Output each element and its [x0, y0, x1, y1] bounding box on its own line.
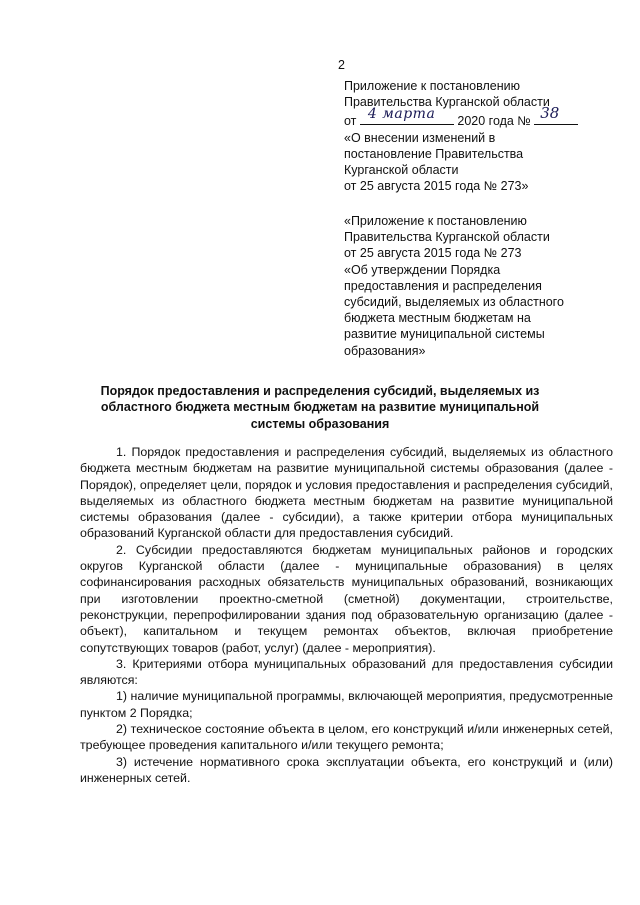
appendix-line: Правительства Курганской области [344, 230, 550, 245]
list-item: 1) наличие муниципальной программы, включающей мероприятия, предусмотренные пунктом 2 Порядка; [80, 689, 613, 720]
appendix-line: «Приложение к постановлению [344, 214, 527, 228]
paragraph: 2. Субсидии предоставляются бюджетам муниципальных районов и городских округов Курганской области (далее - муниципальные образования) в целях софинансирования расходных обязательств муниципальных образований, возникающих при изготовлении проектно-сметной (сметной) документации, строительстве, реконструкции, перепрофилировании здания под образовательную организацию (далее - объект), капитальном и текущем ремонтах объектов, включая приобретение сопутствующих товаров (работ, услуг) (далее - мероприятия). [80, 542, 613, 655]
appendix-line: бюджета местным бюджетам на [344, 311, 531, 326]
appendix-line: «Об утверждении Порядка [344, 262, 501, 277]
header-line: «О внесении изменений в [344, 130, 496, 145]
document-body [80, 444, 613, 786]
header-date-prefix: от [344, 114, 357, 129]
header-line: постановление Правительства [344, 146, 524, 161]
header-date-middle: 2020 года № [457, 114, 531, 129]
appendix-line: субсидий, выделяемых из областного [344, 295, 564, 310]
list-item: 2) техническое состояние объекта в целом, его конструкций и/или инженерных сетей, требующее проведения капитального и/или текущего ремонта; [80, 722, 613, 753]
appendix-line: образования» [344, 343, 426, 358]
handwritten-date-text: 4 марта [367, 106, 436, 123]
header-date-line [344, 104, 578, 129]
header-line: Курганской области [344, 163, 459, 178]
header-line: Приложение к постановлению [344, 79, 520, 93]
document-title: Порядок предоставления и распределения субсидий, выделяемых из областного бюджета местным бюджетам на развитие муниципальной системы образования [100, 384, 540, 431]
header-block [344, 78, 578, 194]
paragraph: 3. Критериями отбора муниципальных образований для предоставления субсидии являются: [80, 656, 613, 688]
header-line: от 25 августа 2015 года № 273» [344, 179, 529, 194]
paragraph: 1. Порядок предоставления и распределения субсидий, выделяемых из областного бюджета местным бюджетам на развитие муниципальной системы образования (далее - Порядок), определяет цели, порядок и условия предоставления и распределения субсидий, выделяемых из областного бюджета местным бюджетам на развитие муниципальной системы образования (далее - субсидии), а также критерии отбора муниципальных образований Курганской области для предоставления субсидий. [80, 445, 613, 541]
header-line: Правительства Курганской области [344, 95, 550, 110]
list-item: 3) истечение нормативного срока эксплуатации объекта, его конструкций и (или) инженерных сетей. [80, 754, 613, 785]
handwritten-number-text: 38 [540, 104, 560, 123]
handwritten-date [360, 106, 454, 125]
page-number: 2 [338, 58, 345, 72]
appendix-line: развитие муниципальной системы [344, 327, 545, 342]
appendix-line: от 25 августа 2015 года № 273 [344, 246, 522, 261]
handwritten-number [534, 104, 578, 125]
appendix-block [344, 213, 564, 359]
appendix-line: предоставления и распределения [344, 278, 542, 293]
